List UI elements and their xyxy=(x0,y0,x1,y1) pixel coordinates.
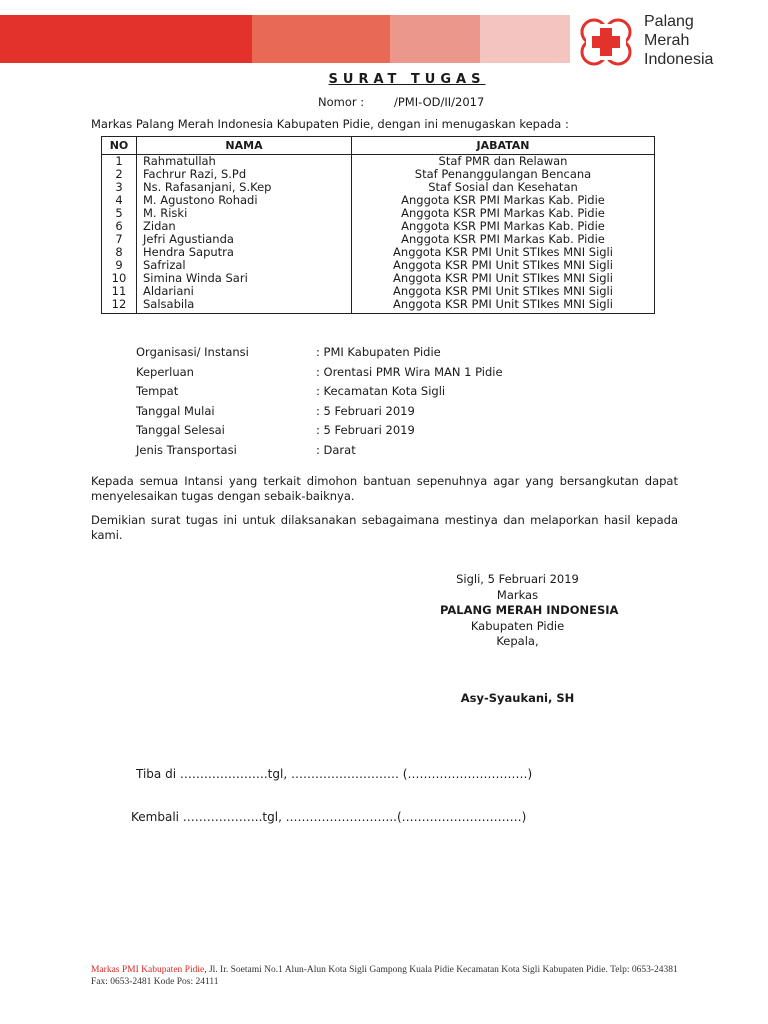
cell-jabatan: Anggota KSR PMI Markas Kab. Pidie xyxy=(352,220,655,233)
cell-no: 12 xyxy=(102,298,137,314)
cell-jabatan: Anggota KSR PMI Markas Kab. Pidie xyxy=(352,207,655,220)
paragraph-request: Kepada semua Intansi yang terkait dimohon bantuan sepenuhnya agar yang bersangkutan dapat menyelesaikan tugas dengan sebaik-baiknya. xyxy=(91,474,678,503)
assignee-table xyxy=(101,136,655,314)
cell-no: 8 xyxy=(102,246,137,259)
detail-row xyxy=(136,442,503,462)
cell-no: 4 xyxy=(102,194,137,207)
cell-jabatan: Staf Penanggulangan Bencana xyxy=(352,168,655,181)
signature-line-kabupaten: Kabupaten Pidie xyxy=(470,618,565,633)
header-jabatan: JABATAN xyxy=(352,137,655,155)
pmi-logo xyxy=(580,15,760,67)
table-header-row xyxy=(102,137,655,155)
detail-label: Jenis Transportasi xyxy=(136,442,237,457)
page-title: SURAT TUGAS xyxy=(328,72,486,87)
header-band-pink xyxy=(390,15,480,63)
detail-label: Tempat xyxy=(136,384,179,398)
letter-number xyxy=(318,95,484,109)
cell-nama: Ns. Rafasanjani, S.Kep xyxy=(137,181,352,194)
cell-nama: Salsabila xyxy=(137,298,352,314)
header-band-salmon xyxy=(252,15,390,63)
table-row xyxy=(102,155,655,169)
cell-jabatan: Staf Sosial dan Kesehatan xyxy=(352,181,655,194)
detail-label: Tanggal Selesai xyxy=(136,423,225,437)
detail-value: : Kecamatan Kota Sigli xyxy=(316,384,446,398)
cell-nama: Simina Winda Sari xyxy=(137,272,352,285)
logo-line-1: Palang xyxy=(644,13,694,30)
detail-row xyxy=(136,344,503,364)
paragraph-closing: Demikian surat tugas ini untuk dilaksanakan sebagaimana mestinya dan melaporkan hasil kepada kami. xyxy=(91,513,678,542)
logo-wordmark xyxy=(644,12,713,69)
arrival-line: Tiba di ………………….tgl, ……………………… (…………………………) xyxy=(136,767,533,781)
cell-jabatan: Anggota KSR PMI Markas Kab. Pidie xyxy=(352,233,655,246)
detail-row xyxy=(136,422,503,442)
cell-nama: M. Riski xyxy=(137,207,352,220)
signature-block xyxy=(440,572,619,650)
cell-no: 3 xyxy=(102,181,137,194)
footer-org: Markas PMI Kabupaten Pidie xyxy=(91,965,205,975)
cell-nama: Zidan xyxy=(137,220,352,233)
detail-value: : Darat xyxy=(316,442,356,457)
detail-label: Keperluan xyxy=(136,364,194,379)
header-band-light-pink xyxy=(480,15,570,63)
footer-address xyxy=(91,964,681,988)
assignment-details xyxy=(136,344,503,461)
red-cross-emblem-icon xyxy=(580,18,632,66)
cell-no: 6 xyxy=(102,220,137,233)
nomor-value: /PMI-OD/II/2017 xyxy=(394,95,485,109)
intro-text: Markas Palang Merah Indonesia Kabupaten Pidie, dengan ini menugaskan kepada : xyxy=(91,117,569,131)
cell-nama: Jefri Agustianda xyxy=(137,233,352,246)
return-line: Kembali ………………..tgl, .……………………...(…………………………) xyxy=(131,810,527,824)
detail-row xyxy=(136,403,503,423)
signature-org: PALANG MERAH INDONESIA xyxy=(440,603,619,617)
signature-line-kepala: Kepala, xyxy=(496,634,539,648)
cell-no: 2 xyxy=(102,168,137,181)
detail-value: : 5 Februari 2019 xyxy=(316,423,415,437)
header-no: NO xyxy=(102,137,137,155)
logo-line-2: Merah xyxy=(644,32,690,49)
footer-address-text: , Jl. Ir. Soetami No.1 Alun-Alun Kota Sigli Gampong Kuala Pidie Kecamatan Kota Sigli Kabupaten Pidie. Telp: 0653-24381 Fax: 0653-2481 Kode Pos: 24111 xyxy=(91,965,678,987)
cell-jabatan: Anggota KSR PMI Markas Kab. Pidie xyxy=(352,194,655,207)
detail-value: : PMI Kabupaten Pidie xyxy=(316,345,441,359)
cell-no: 5 xyxy=(102,207,137,220)
cell-nama: Rahmatullah xyxy=(137,155,352,169)
cell-no: 10 xyxy=(102,272,137,285)
cell-no: 1 xyxy=(102,155,137,169)
cell-jabatan: Anggota KSR PMI Unit STIkes MNI Sigli xyxy=(352,285,655,298)
signer-name: Asy-Syaukani, SH xyxy=(460,691,575,705)
cell-nama: Hendra Saputra xyxy=(137,246,352,259)
signature-place-date: Sigli, 5 Februari 2019 xyxy=(456,572,579,586)
cell-no: 7 xyxy=(102,233,137,246)
cell-nama: Safrizal xyxy=(137,259,352,272)
detail-label: Organisasi/ Instansi xyxy=(136,345,249,359)
cell-nama: M. Agustono Rohadi xyxy=(137,194,352,207)
cell-jabatan: Anggota KSR PMI Unit STIkes MNI Sigli xyxy=(352,272,655,285)
cell-nama: Aldariani xyxy=(137,285,352,298)
cell-no: 11 xyxy=(102,285,137,298)
cell-jabatan: Anggota KSR PMI Unit STIkes MNI Sigli xyxy=(352,259,655,272)
cell-no: 9 xyxy=(102,259,137,272)
header-nama: NAMA xyxy=(137,137,352,155)
detail-value: : Orentasi PMR Wira MAN 1 Pidie xyxy=(316,364,503,379)
cell-jabatan: Anggota KSR PMI Unit STIkes MNI Sigli xyxy=(352,246,655,259)
detail-value: : 5 Februari 2019 xyxy=(316,403,415,418)
detail-label: Tanggal Mulai xyxy=(136,403,215,418)
logo-line-3: Indonesia xyxy=(644,51,714,68)
nomor-label: Nomor : xyxy=(318,95,365,109)
signature-line-markas: Markas xyxy=(496,587,539,602)
cell-jabatan: Anggota KSR PMI Unit STIkes MNI Sigli xyxy=(352,298,655,314)
header-band-red xyxy=(0,15,252,63)
cell-jabatan: Staf PMR dan Relawan xyxy=(352,155,655,169)
detail-row xyxy=(136,364,503,384)
cell-nama: Fachrur Razi, S.Pd xyxy=(137,168,352,181)
table-row xyxy=(102,298,655,314)
detail-row xyxy=(136,383,503,403)
